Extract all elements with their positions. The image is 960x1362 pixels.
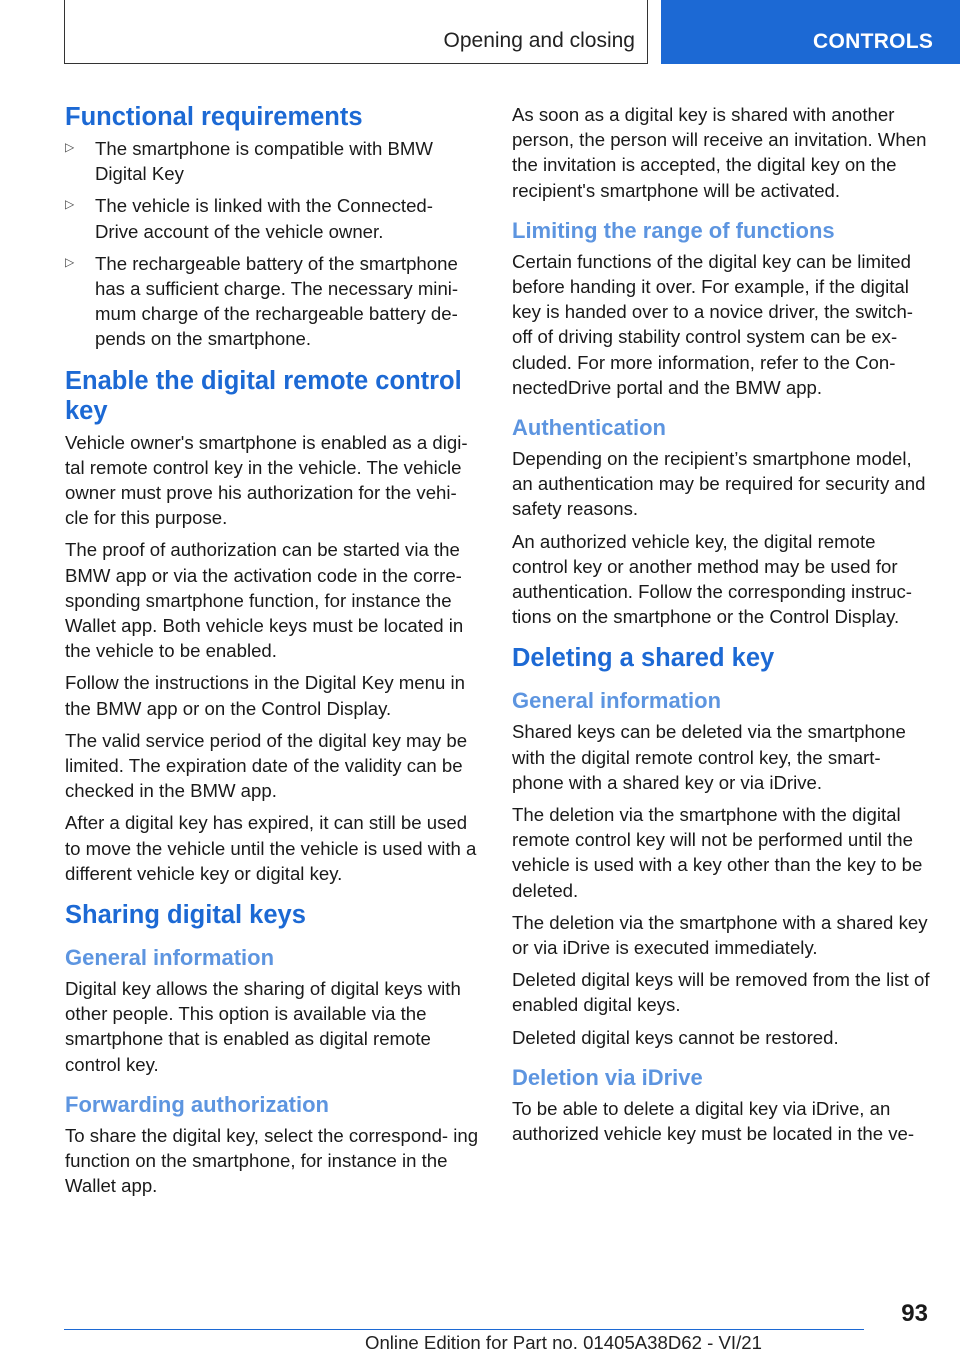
- paragraph: The deletion via the smartphone with the digital remote control key will not be performed until the vehicle is used with a key other than the key to be deleted.: [512, 804, 923, 901]
- subheading-forwarding-authorization: Forwarding authorization: [65, 1091, 329, 1117]
- paragraph: Depending on the recipient’s smartphone model, an authentication may be required for security and safety reasons.: [512, 448, 926, 520]
- paragraph: As soon as a digital key is shared with another person, the person will receive an invitation. When the invitation is accepted, the digital key on the recipient's smartphone will be activated.: [512, 104, 927, 201]
- requirements-list: [65, 136, 480, 352]
- paragraph: The proof of authorization can be started via the BMW app or via the activation code in the corre‐ sponding smartphone function, for instance the Wallet app. Both vehicle keys must be located in the vehicle to be enabled.: [65, 539, 464, 662]
- paragraph: Shared keys can be deleted via the smartphone with the digital remote control key, the smart‐ phone with a shared key or via iDrive.: [512, 721, 906, 793]
- list-item: [65, 136, 480, 186]
- heading-enable-digital-key: Enable the digital remote control key: [65, 366, 462, 425]
- triangle-right-icon: ▷: [65, 254, 75, 269]
- left-column: [65, 100, 480, 1206]
- heading-sharing-digital-keys: Sharing digital keys: [65, 901, 306, 930]
- paragraph: Deleted digital keys cannot be restored.: [512, 1026, 839, 1048]
- paragraph: Follow the instructions in the Digital Key menu in the BMW app or on the Control Display.: [65, 672, 465, 719]
- paragraph: Vehicle owner's smartphone is enabled as a digi‐ tal remote control key in the vehicle. The vehicle owner must prove his authorization for the vehi‐ cle for this purpose.: [65, 431, 468, 529]
- header-chapter-title: CONTROLS: [813, 30, 934, 53]
- paragraph: After a digital key has expired, it can still be used to move the vehicle until the vehicle is used with a different vehicle key or digital key.: [65, 812, 477, 884]
- list-item-text: The smartphone is compatible with BMW Digital Key: [95, 138, 433, 185]
- footer-divider: [64, 1329, 864, 1330]
- heading-functional-requirements: Functional requirements: [65, 103, 363, 131]
- page-number: 93: [901, 1300, 928, 1327]
- paragraph: The deletion via the smartphone with a shared key or via iDrive is executed immediately.: [512, 911, 928, 959]
- list-item-text: The rechargeable battery of the smartphone has a sufficient charge. The necessary mini‐ mum charge of the rechargeable battery de‐ pends on the smartphone.: [95, 252, 459, 350]
- subheading-deletion-via-idrive: Deletion via iDrive: [512, 1064, 703, 1090]
- paragraph: To be able to delete a digital key via iDrive, an authorized vehicle key must be located in the ve‐: [512, 1097, 915, 1145]
- subheading-authentication: Authentication: [512, 415, 666, 441]
- triangle-right-icon: ▷: [65, 197, 75, 212]
- paragraph: Digital key allows the sharing of digital keys with other people. This option is available via the smartphone that is enabled as digital remote control key.: [65, 978, 461, 1075]
- list-item: [65, 193, 480, 243]
- subheading-general-information: General information: [512, 688, 722, 714]
- subheading-limiting-range: Limiting the range of functions: [512, 217, 835, 243]
- header-chapter-tab: [661, 0, 960, 64]
- paragraph: Deleted digital keys will be removed from the list of enabled digital keys.: [512, 969, 930, 1016]
- heading-deleting-shared-key: Deleting a shared key: [512, 644, 775, 673]
- list-item-text: The vehicle is linked with the Connected‐ Drive account of the vehicle owner.: [95, 195, 433, 242]
- paragraph: Certain functions of the digital key can be limited before handing it over. For example, if the digital key is handed over to a novice driver, the switch‐ off of driving stability control system can be ex‐ cluded. For more information, refer to the Con‐ nectedDrive portal and the BMW app.: [512, 250, 913, 398]
- footer-edition: Online Edition for Part no. 01405A38D62 - VI/21: [365, 1332, 762, 1353]
- subheading-general-information: General information: [65, 945, 275, 971]
- header-section-box: [64, 0, 648, 64]
- right-column: [512, 100, 932, 1153]
- paragraph: To share the digital key, select the correspond‐ ing function on the smartphone, for instance in the Wallet app.: [65, 1124, 479, 1197]
- triangle-right-icon: ▷: [65, 140, 75, 154]
- header-section-title: Opening and closing: [443, 29, 635, 52]
- paragraph: An authorized vehicle key, the digital remote control key or another method may be used for authentication. Follow the corresponding instruc‐ tions on the smartphone or the Control Display.: [512, 530, 912, 628]
- paragraph: The valid service period of the digital key may be limited. The expiration date of the validity can be checked in the BMW app.: [65, 729, 468, 802]
- list-item: [65, 251, 480, 352]
